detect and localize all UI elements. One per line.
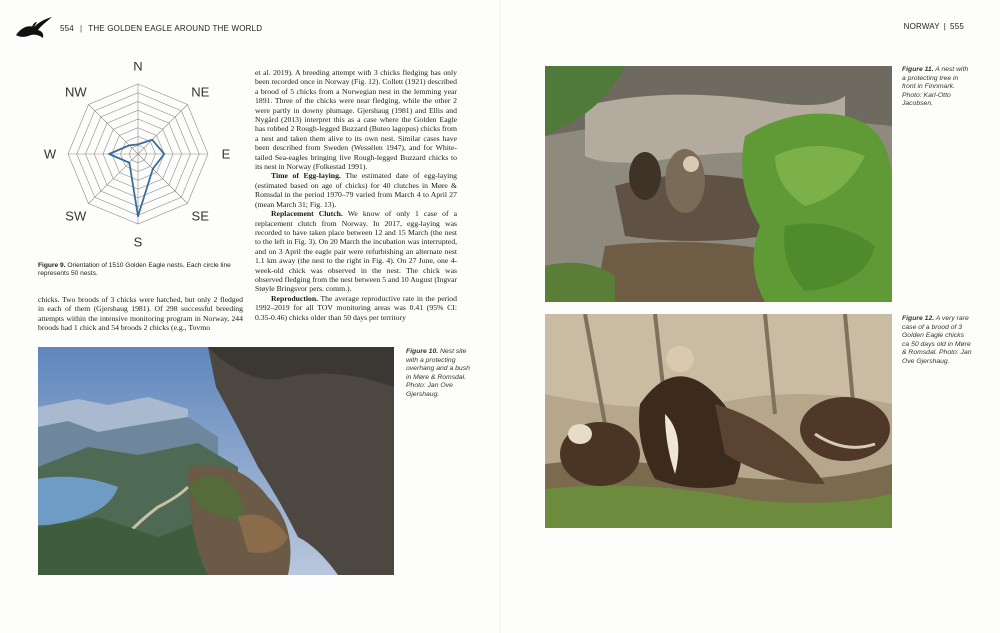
paragraph-egg-laying	[255, 171, 457, 209]
paragraph-reproduction-text: The average reproductive rate in the period 1992–2019 for all TOV monitoring areas was 0.41 (95% CI: 0.35-0.46) chicks older than 50 days per territory	[255, 293, 457, 322]
direction-label-ne: NE	[191, 84, 210, 100]
direction-label-s: S	[133, 234, 143, 250]
direction-label-w: W	[43, 146, 57, 162]
page-gutter	[499, 0, 501, 633]
radar-point-e	[163, 153, 165, 155]
right-running-title: NORWAY	[903, 22, 940, 31]
left-running-title: THE GOLDEN EAGLE AROUND THE WORLD	[88, 23, 263, 33]
header-separator: |	[79, 23, 83, 33]
radar-point-w	[108, 153, 110, 155]
nest-orientation-radar-chart	[40, 62, 240, 258]
paragraph-replacement-clutch-text: We know of only 1 case of a replacement clutch from Norway. In 2017, egg-laying was recorded to have taken place between 12 and 15 March (the nest to the left in Fig. 3). On 20 March the incubation was interrupted, and on 3 April the eagle pair were refurbishing an alternate nest 1.1 km away (the nest to the right in Fig. 4). On 27 June, one 4-week-old chick was observed in the nest. The chick was observed fledging from the nest between 5 and 10 August (Ingvar Støyle Bringsvor pers. comm.).	[255, 209, 457, 294]
left-page-number: 554	[60, 23, 74, 33]
paragraph-replacement-clutch	[255, 209, 457, 294]
figure-10-label: Figure 10.	[406, 348, 439, 355]
eagle-silhouette-icon	[14, 13, 54, 43]
radar-point-ne	[151, 139, 153, 141]
figure-12-caption-text: A very rare case of a brood of 3 Golden Eagle chicks ca 50 days old in Møre & Romsdal. Photo: Jan Ove Gjershaug.	[902, 315, 972, 365]
paragraph-reproduction	[255, 294, 457, 322]
figure-11-caption-text: A nest with a protecting tree in front in Finnmark. Photo: Karl-Otto Jacobsen.	[902, 66, 969, 108]
direction-label-nw: NW	[64, 84, 87, 100]
heading-reproduction: Reproduction.	[271, 293, 319, 303]
radar-point-sw	[129, 162, 131, 164]
radar-direction-labels	[44, 62, 231, 250]
radar-series	[108, 139, 165, 217]
paragraph-breeding-attempt: et al. 2019). A breeding attempt with 3 chicks fledging has only been recorded once in Norway (Fig. 12). Collett (1921) described a brood of 5 chicks from a Norwegian nest in the lemming year 1891. Three of the chicks were near fledging, while the other 2 were partly in downy plumage. Gjershaug (1981) and Ellis and Nygård (2013) interpret this as a case where the Golden Eagle has robbed 2 Rough-legged Buzzard (Buteo lagopus) chicks from a nest and taken them alive to its own nest. Similar cases have been described from Sweden (Wessélen 1947), and for White-tailed Sea-eagles bringing live Rough-legged Buzzard chicks to its nest in Norway (Folkestad 1991).	[255, 68, 457, 172]
direction-label-se: SE	[191, 208, 209, 224]
radar-point-s	[137, 215, 139, 217]
direction-label-sw: SW	[65, 208, 87, 224]
right-running-head	[904, 22, 964, 31]
left-column-text: chicks. Two broods of 3 chicks were hatched, but only 2 fledged in each of them (Gjershaug 1981). Of 298 successful breeding attempts within the intensive monitoring program in Norway, 244 broods had 1 chick and 54 broods 2 chicks (e.g., Tovmo	[38, 295, 243, 333]
figure-10-caption-text: Nest site with a protecting overhang and a bush in Møre & Romsdal. Photo: Jan Ove Gjershaug.	[406, 348, 470, 398]
direction-label-n: N	[133, 62, 143, 74]
direction-label-e: E	[221, 146, 231, 162]
figure-9-caption	[38, 262, 243, 279]
radar-point-se	[152, 168, 154, 170]
right-page-number: 555	[950, 22, 964, 31]
heading-egg-laying: Time of Egg-laying.	[271, 171, 341, 181]
figure-12-caption	[902, 315, 972, 367]
figure-12-photo	[545, 314, 892, 528]
figure-10-caption	[406, 348, 474, 400]
figure-11-caption	[902, 66, 972, 109]
paragraph-egg-laying-text: The estimated date of egg-laying (estimated based on age of chicks) for 40 clutches in Møre & Romsdal in the period 1970–79 varied from March 4 to April 27 (mean March 31; Fig. 13).	[255, 171, 457, 209]
radar-point-nw	[129, 145, 131, 147]
right-column-text	[255, 68, 457, 322]
figure-9-caption-text: Orientation of 1510 Golden Eagle nests. Each circle line represents 50 nests.	[38, 262, 231, 278]
figure-12-label: Figure 12.	[902, 315, 935, 322]
figure-11-photo	[545, 66, 892, 302]
left-running-head	[14, 18, 262, 38]
radar-spokes	[68, 84, 208, 224]
radar-series-line	[109, 140, 164, 216]
heading-replacement-clutch: Replacement Clutch.	[271, 209, 343, 219]
figure-10-photo	[38, 347, 394, 575]
figure-11-label: Figure 11.	[902, 66, 934, 73]
radar-point-n	[137, 144, 139, 146]
figure-9-label: Figure 9.	[38, 262, 66, 269]
header-separator: |	[943, 22, 947, 31]
